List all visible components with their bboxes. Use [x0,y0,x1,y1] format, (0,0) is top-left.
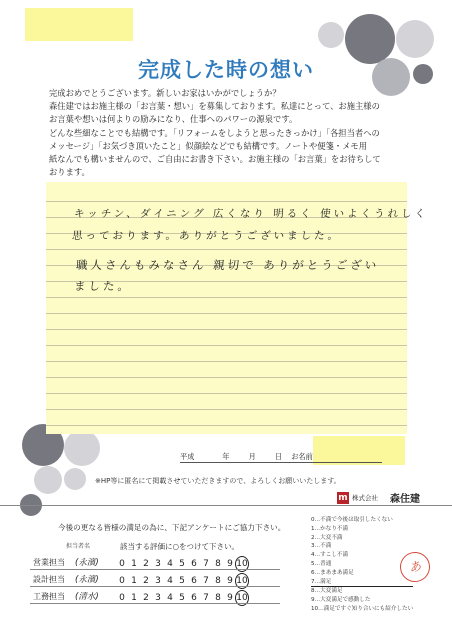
decor-circle [318,22,344,48]
survey-row-person: (清水) [75,592,99,602]
rating-option[interactable]: 4 [167,576,173,586]
date-name-row [180,452,313,462]
survey-row-label: 設計担当 [33,575,65,584]
decor-circle [64,430,100,466]
name-label: お名前 [291,452,313,461]
survey-row-person: (永濱) [75,575,99,585]
survey-header-instruction: 該当する評価に○をつけて下さい。 [120,542,240,551]
intro-line: どんな些細なことでも結構です。「リフォームをしようと思ったきっかけ」「各担当者への [49,127,380,138]
rating-option[interactable]: 8 [215,559,221,569]
company-type: 株式会社 [352,494,378,502]
message-line: キッチン、ダイニング 広くなり 明るく 使いよくうれしく [73,208,429,220]
survey-header-person: 担当者名 [66,543,91,550]
rating-option[interactable]: 4 [167,559,173,569]
message-line: 思っております。ありがとうございました。 [71,230,342,242]
intro-line: 森住建ではお施主様の「お言葉・想い」を募集しております。私達にとって、お施主様の [49,101,380,112]
rating-option-selected[interactable]: 10 [235,590,249,606]
rating-option[interactable]: 7 [203,559,209,569]
divider [0,505,452,506]
rating-option[interactable]: 0 [119,559,125,569]
rating-option[interactable]: 7 [203,593,209,603]
legend-item: 9…大変満足で感動した [311,597,371,604]
hp-notice: ※HP等に匿名にて掲載させていただきますので、よろしくお願いいたします。 [95,477,341,485]
intro-line: 完成おめでとうございます。新しいお家はいかがでしょうか？ [49,88,281,98]
company-logo-mark: m [338,493,348,503]
rating-option[interactable]: 9 [227,559,233,569]
message-line: 職人さんもみなさん 親切で ありがとうござい [75,258,380,272]
survey-row-underline [30,586,280,587]
decor-circle [396,20,434,58]
legend-item-picked: 7…満足 [311,578,413,588]
intro-line: おります。 [49,167,90,178]
rating-option[interactable]: 7 [203,576,209,586]
rating-option[interactable]: 3 [155,559,161,569]
survey-row-underline [30,603,280,604]
company-name: 森住建 [390,494,420,505]
rating-option-selected[interactable]: 10 [235,556,249,572]
rating-legend [311,516,413,614]
rating-option[interactable]: 5 [179,593,185,603]
page-title: 完成した時の想い [138,58,314,82]
legend-item: 6…まあまあ満足 [311,569,354,576]
rating-option[interactable]: 6 [191,559,197,569]
survey-row-underline [30,569,280,570]
rating-option[interactable]: 9 [227,593,233,603]
rating-option[interactable]: 4 [167,593,173,603]
survey-row-label: 工務担当 [33,592,65,601]
redaction-highlight-name [313,436,405,465]
rating-option[interactable]: 8 [215,576,221,586]
decor-circle [64,468,86,490]
rating-option[interactable]: 8 [215,593,221,603]
rating-option[interactable]: 2 [143,576,149,586]
intro-line: お言葉や想いは何よりの励みになり、仕事へのパワーの源泉です。 [49,114,298,125]
era-label: 平成 [180,452,195,461]
legend-item: 10…満足ですぐ知り合いにも紹介したい [311,605,414,612]
survey-row-label: 営業担当 [33,558,65,567]
rating-option[interactable]: 0 [119,576,125,586]
legend-item: 0…不満で今後は取引したくない [311,517,393,523]
message-card [46,182,429,434]
rating-option[interactable]: 6 [191,593,197,603]
legend-item: 1…かなり不満 [311,525,349,532]
survey-request: 今後の更なる皆様の満足の為に、下記アンケートにご協力下さい。 [58,523,286,532]
rating-option[interactable]: 3 [155,593,161,603]
intro-line: 紙なんでも構いませんので、ご自由にお書き下さい。お施主様の「お言葉」をお待ちして [49,154,381,165]
rating-option[interactable]: 3 [155,576,161,586]
message-line: ました。 [73,279,133,293]
rating-option[interactable]: 0 [119,593,125,603]
decor-circle [34,466,62,494]
month-label: 月 [248,452,256,461]
year-label: 年 [222,452,230,461]
legend-item: 5…普通 [311,560,332,567]
rating-option[interactable]: 2 [143,559,149,569]
legend-item: 8…大変満足 [311,588,343,595]
rating-option[interactable]: 6 [191,576,197,586]
legend-item: 4…すこし不満 [311,552,349,559]
rating-option[interactable]: 5 [179,576,185,586]
rating-option[interactable]: 9 [227,576,233,586]
rating-option[interactable]: 5 [179,559,185,569]
legend-item: 3…不満 [311,543,332,550]
intro-line: メッセージ」「お気づき頂いたこと」似顔絵などでも結構です。ノートや便箋・メモ用 [49,140,368,151]
redaction-highlight-top [25,8,133,41]
date-underline [180,462,382,463]
rating-option[interactable]: 1 [131,593,137,603]
rating-option-selected[interactable]: 10 [235,573,249,589]
rating-option[interactable]: 1 [131,576,137,586]
rating-option[interactable]: 2 [143,593,149,603]
intro-paragraph [49,87,409,179]
day-label: 日 [274,452,283,461]
rating-option[interactable]: 1 [131,559,137,569]
legend-item: 2…大変不満 [311,534,343,541]
handwritten-seal: あ [397,549,433,585]
survey-row-person: (永濱) [75,558,99,568]
